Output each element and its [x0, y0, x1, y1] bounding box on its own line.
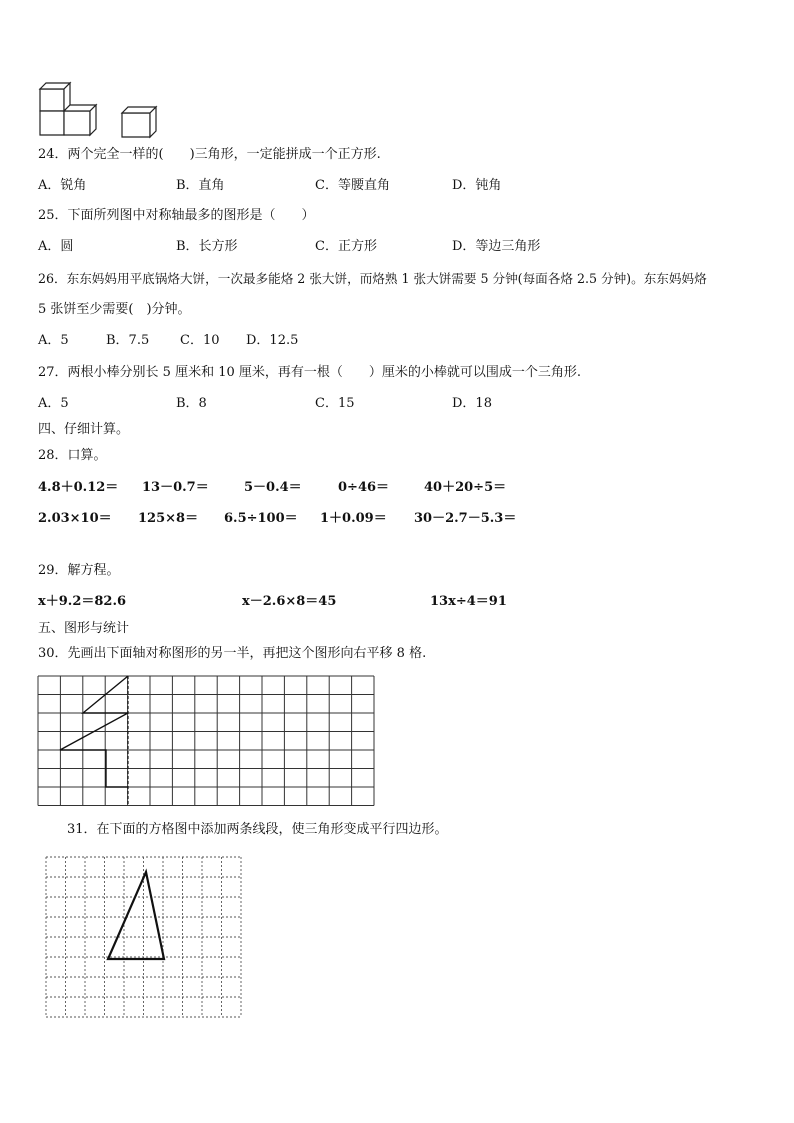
q24-option-a: A．锐角 [38, 178, 87, 193]
oral-calc-8: 6.5÷100＝ [224, 511, 298, 526]
question-30: 30．先画出下面轴对称图形的另一半，再把这个图形向右平移 8 格. [38, 646, 427, 661]
q26-option-b: B．7.5 [106, 333, 150, 348]
oral-calc-6: 2.03×10＝ [38, 511, 112, 526]
oral-calc-2: 13－0.7＝ [142, 480, 209, 495]
equation-1: x＋9.2＝82.6 [38, 594, 127, 609]
q24-option-b: B．直角 [176, 178, 225, 193]
oral-calc-10: 30－2.7－5.3＝ [414, 511, 517, 526]
oral-calc-1: 4.8＋0.12＝ [38, 480, 119, 495]
question-31: 31．在下面的方格图中添加两条线段，使三角形变成平行四边形。 [67, 822, 448, 837]
q25-option-d: D．等边三角形 [452, 239, 541, 254]
oral-calc-9: 1＋0.09＝ [320, 511, 387, 526]
symmetry-grid [38, 676, 376, 806]
question-24: 24．两个完全一样的( )三角形，一定能拼成一个正方形. [38, 147, 381, 162]
q27-option-c: C．15 [315, 396, 355, 411]
q25-option-a: A．圆 [38, 239, 74, 254]
q26-option-d: D．12.5 [246, 333, 299, 348]
triangle-shape [108, 872, 164, 959]
oral-calc-5: 40＋20÷5＝ [424, 480, 507, 495]
parallelogram-grid [46, 857, 246, 1019]
section-5-heading: 五、图形与统计 [38, 621, 130, 636]
q27-option-b: B．8 [176, 396, 207, 411]
equation-3: 13x÷4＝91 [430, 594, 507, 609]
q26-option-c: C．10 [180, 333, 220, 348]
q26-option-a: A．5 [38, 333, 69, 348]
section-4-heading: 四、仔细计算。 [38, 422, 130, 437]
cube-figures [38, 75, 158, 139]
q24-option-d: D．钝角 [452, 178, 502, 193]
question-25: 25．下面所列图中对称轴最多的图形是（ ） [38, 208, 315, 223]
question-27: 27．两根小棒分别长 5 厘米和 10 厘米，再有一根（ ）厘米的小棒就可以围成一个三角形. [38, 365, 582, 380]
oral-calc-7: 125×8＝ [138, 511, 199, 526]
question-26-line1: 26．东东妈妈用平底锅烙大饼，一次最多能烙 2 张大饼，而烙熟 1 张大饼需要 5 分钟(每面各烙 2.5 分钟)。东东妈妈烙 [38, 271, 707, 286]
oral-calc-3: 5－0.4＝ [244, 480, 302, 495]
question-26-line2: 5 张饼至少需要( )分钟。 [38, 302, 191, 317]
question-29: 29．解方程。 [38, 563, 120, 578]
oral-calc-4: 0÷46＝ [338, 480, 390, 495]
question-28: 28．口算。 [38, 448, 107, 463]
q25-option-c: C．正方形 [315, 239, 377, 254]
q25-option-b: B．长方形 [176, 239, 238, 254]
equation-2: x－2.6×8＝45 [242, 594, 337, 609]
q27-option-d: D．18 [452, 396, 492, 411]
q24-option-c: C．等腰直角 [315, 178, 390, 193]
q27-option-a: A．5 [38, 396, 69, 411]
